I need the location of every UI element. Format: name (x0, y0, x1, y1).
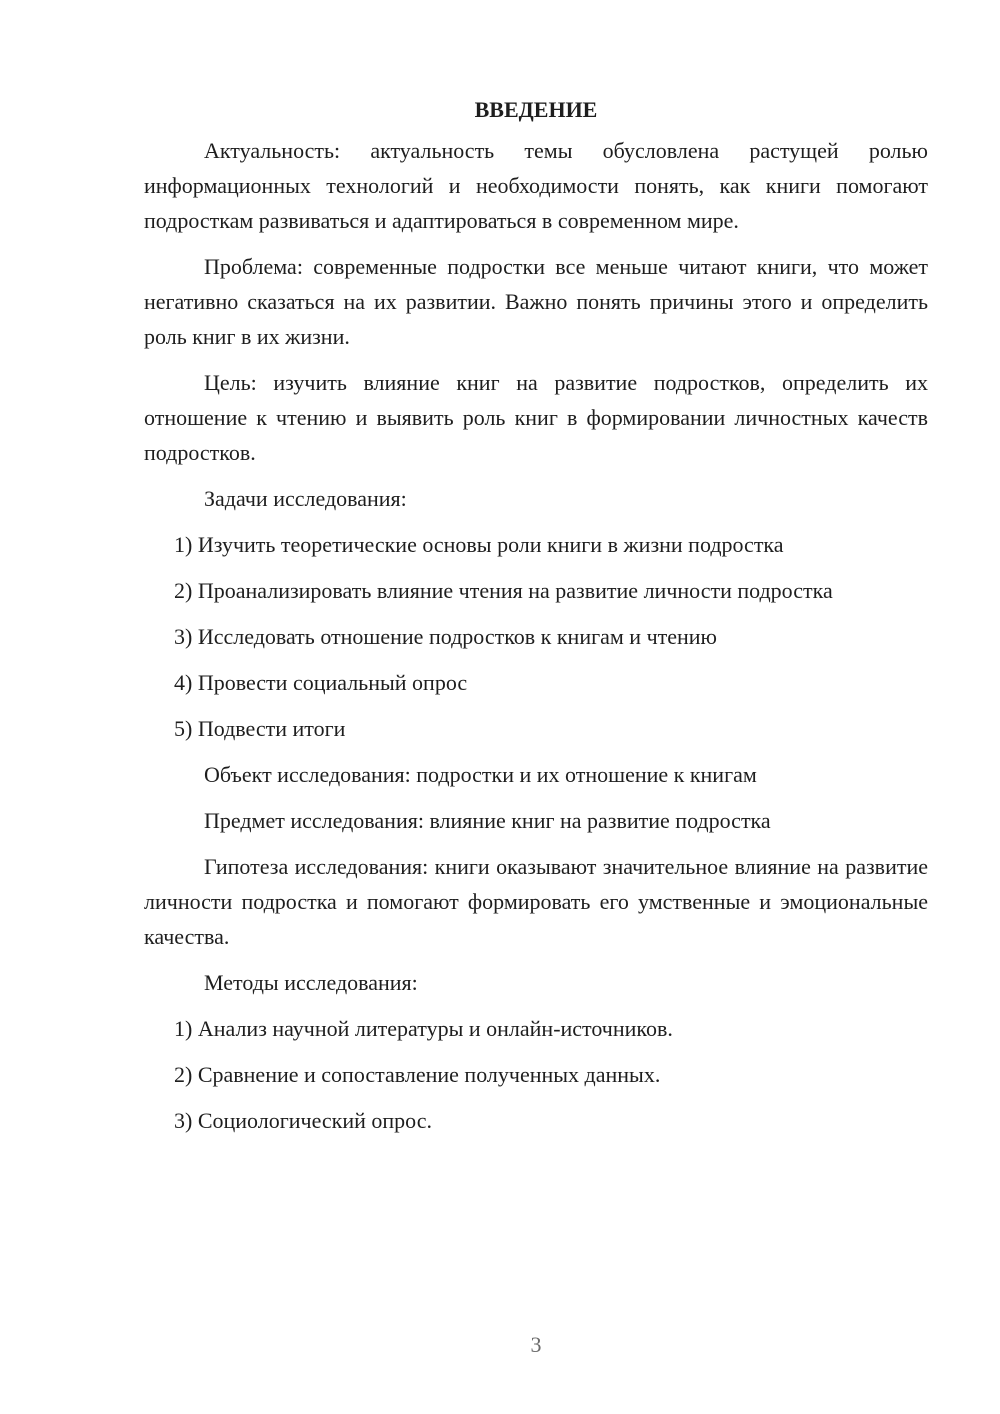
method-item: 2) Сравнение и сопоставление полученных данных. (174, 1062, 661, 1087)
method-item: 3) Социологический опрос. (174, 1108, 432, 1133)
task-item: 3) Исследовать отношение подростков к книгам и чтению (174, 624, 717, 649)
task-item: 1) Изучить теоретические основы роли книги в жизни подростка (174, 532, 784, 557)
paragraph-object: Объект исследования: подростки и их отношение к книгам (204, 762, 757, 787)
task-item: 2) Проанализировать влияние чтения на развитие личности подростка (174, 578, 833, 603)
paragraph-goal: Цель: изучить влияние книг на развитие подростков, определить их отношение к чтению и выявить роль книг в формировании личностных качеств подростков. (144, 370, 928, 465)
paragraph-relevance: Актуальность: актуальность темы обусловлена растущей ролью информационных технологий и необходимости понять, как книги помогают подросткам развиваться и адаптироваться в современном мире. (144, 138, 928, 233)
methods-heading: Методы исследования: (204, 970, 418, 995)
tasks-heading: Задачи исследования: (204, 486, 407, 511)
paragraph-subject: Предмет исследования: влияние книг на развитие подростка (204, 808, 771, 833)
task-item: 5) Подвести итоги (174, 716, 346, 741)
page-title: ВВЕДЕНИЕ (474, 97, 598, 122)
method-item: 1) Анализ научной литературы и онлайн-источников. (174, 1016, 673, 1041)
page-content (144, 92, 928, 1149)
paragraph-problem: Проблема: современные подростки все меньше читают книги, что может негативно сказаться на их развитии. Важно понять причины этого и определить роль книг в их жизни. (144, 254, 928, 349)
paragraph-hypothesis: Гипотеза исследования: книги оказывают значительное влияние на развитие личности подростка и помогают формировать его умственные и эмоциональные качества. (144, 854, 928, 949)
page-number: 3 (530, 1332, 542, 1357)
task-item: 4) Провести социальный опрос (174, 670, 468, 695)
